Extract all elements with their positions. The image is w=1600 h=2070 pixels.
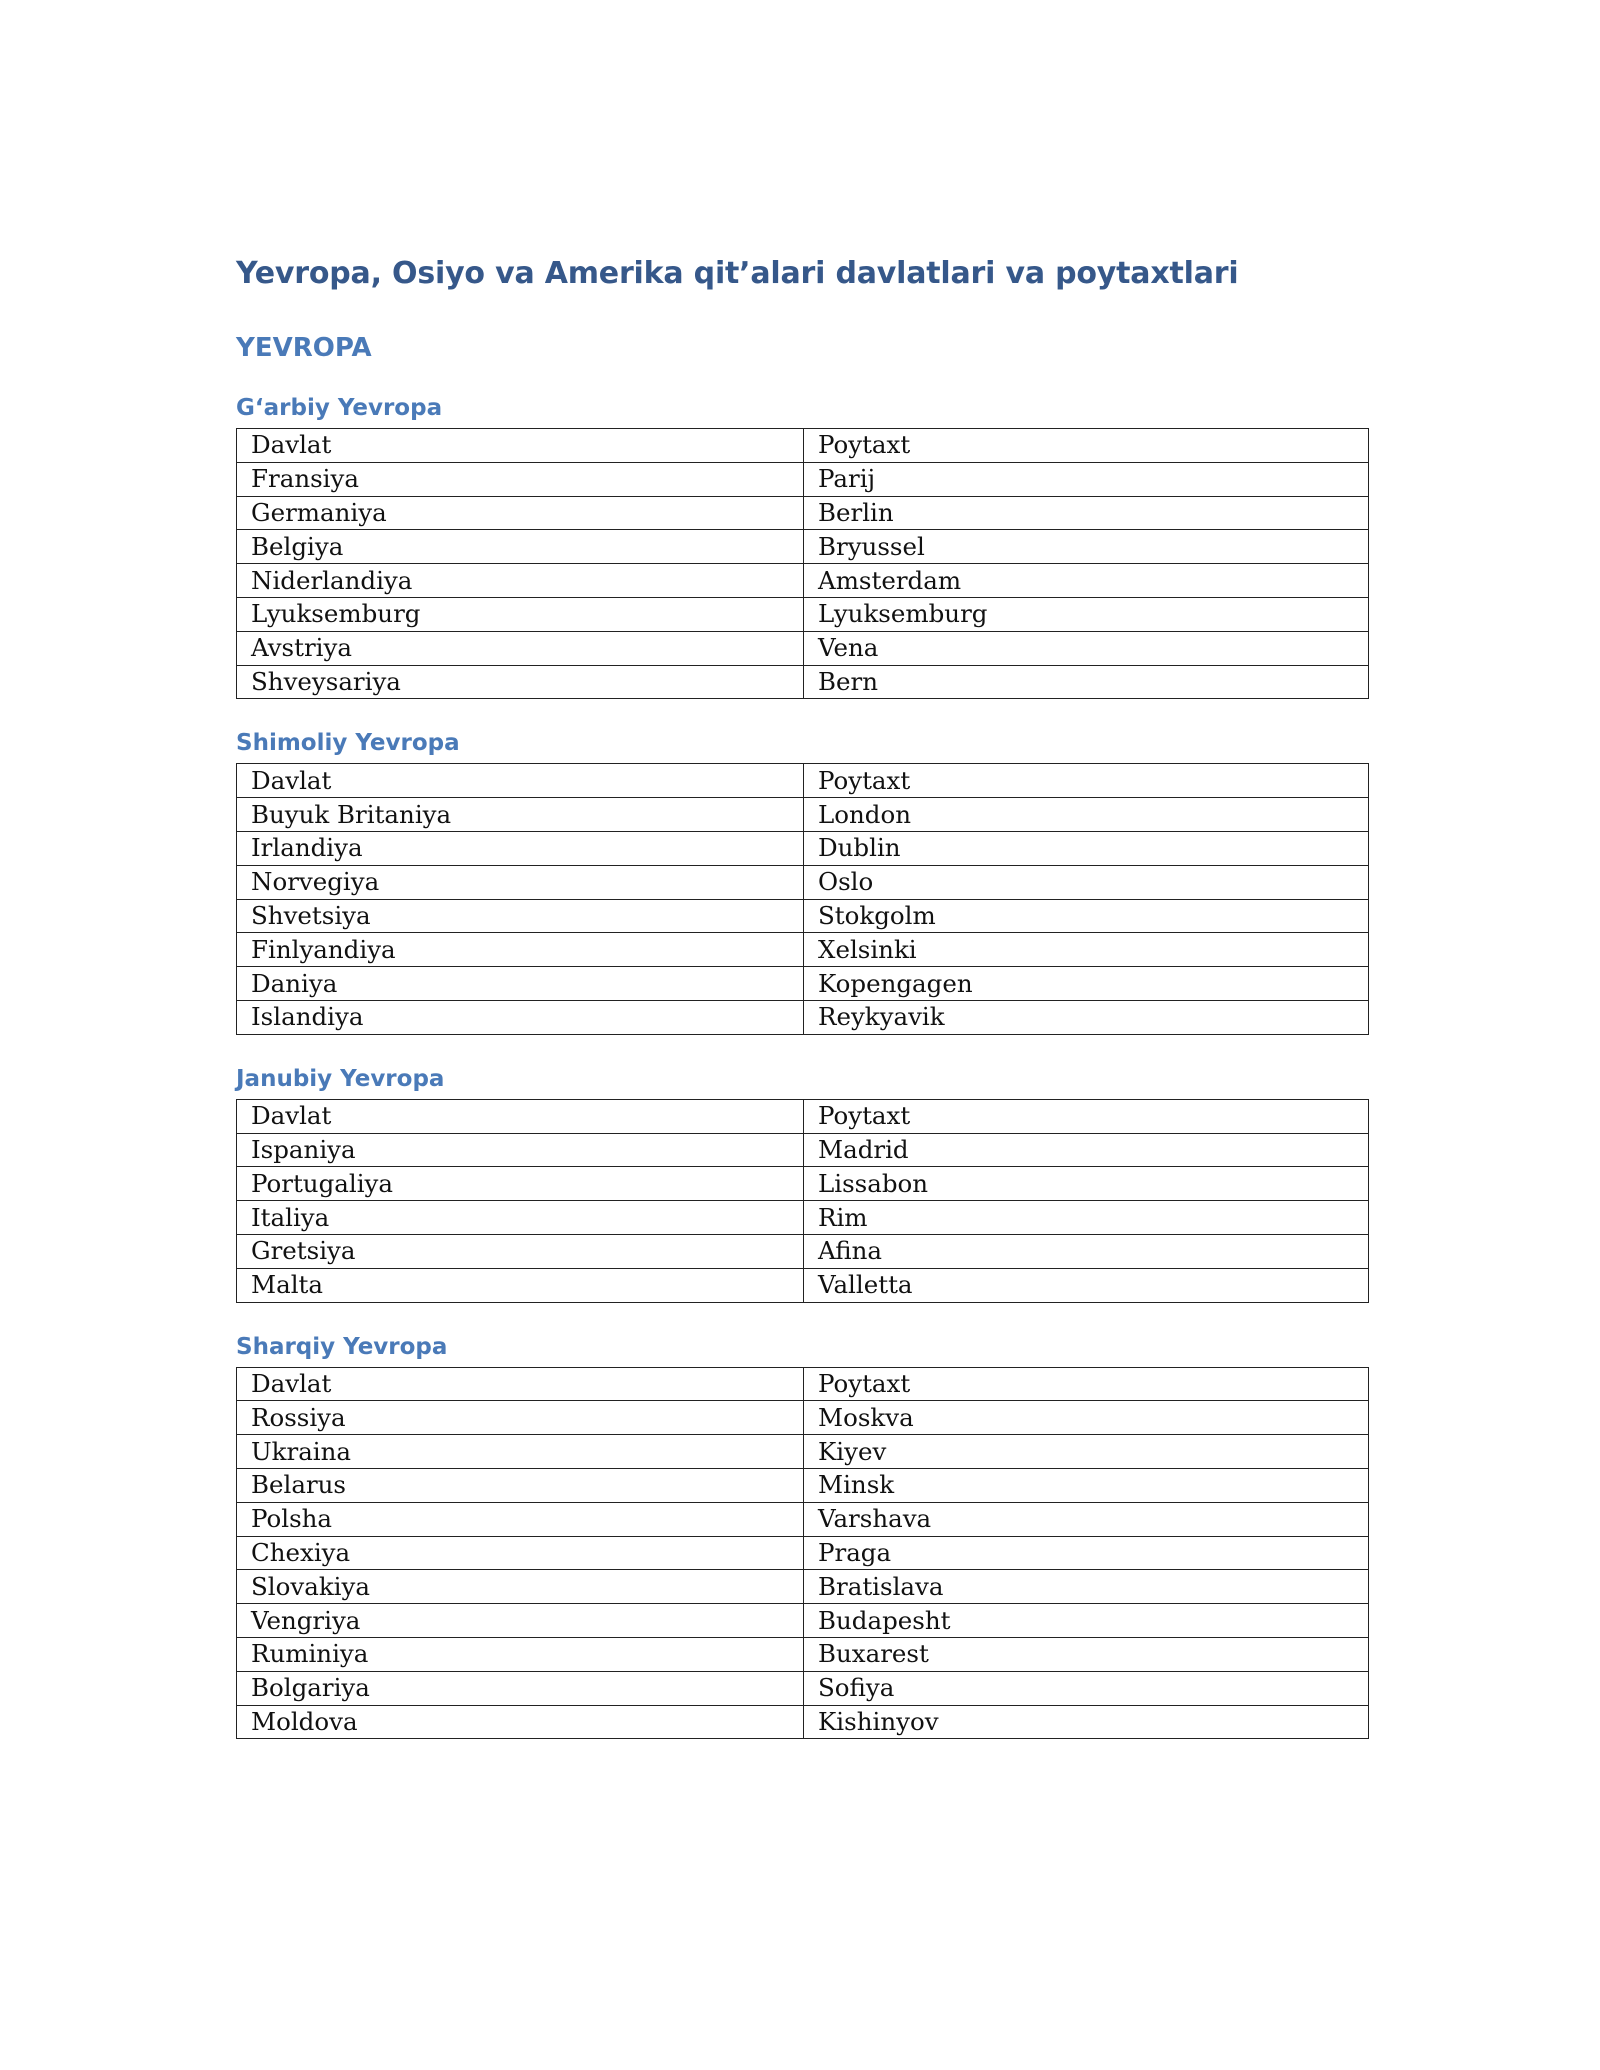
table-row — [237, 665, 1369, 699]
country-cell: Belarus — [237, 1468, 804, 1502]
capital-cell: Madrid — [804, 1133, 1369, 1167]
capital-cell: Kishinyov — [804, 1705, 1369, 1739]
table-header-row — [237, 764, 1369, 798]
table-row — [237, 1167, 1369, 1201]
table-row — [237, 530, 1369, 564]
capital-cell: Bryussel — [804, 530, 1369, 564]
table-row — [237, 1705, 1369, 1739]
country-group — [236, 1327, 1369, 1740]
table-row — [237, 831, 1369, 865]
capital-cell: Lyuksemburg — [804, 597, 1369, 631]
table-row — [237, 597, 1369, 631]
capital-cell: Bern — [804, 665, 1369, 699]
country-cell: Ukraina — [237, 1435, 804, 1469]
capital-cell: Reykyavik — [804, 1000, 1369, 1034]
capital-cell: Moskva — [804, 1401, 1369, 1435]
country-cell: Shvetsiya — [237, 899, 804, 933]
country-cell: Slovakiya — [237, 1570, 804, 1604]
table-row — [237, 1201, 1369, 1235]
capital-cell: Praga — [804, 1536, 1369, 1570]
header-capital-cell: Poytaxt — [804, 764, 1369, 798]
country-cell: Rossiya — [237, 1401, 804, 1435]
country-cell: Germaniya — [237, 496, 804, 530]
table-row — [237, 967, 1369, 1001]
table-row — [237, 1435, 1369, 1469]
capital-cell: Vena — [804, 631, 1369, 665]
country-cell: Buyuk Britaniya — [237, 798, 804, 832]
table-row — [237, 798, 1369, 832]
capital-cell: Sofiya — [804, 1671, 1369, 1705]
section-heading-europe: YEVROPA — [236, 333, 372, 363]
header-country-cell: Davlat — [237, 429, 804, 463]
country-cell: Moldova — [237, 1705, 804, 1739]
capital-cell: Lissabon — [804, 1167, 1369, 1201]
country-cell: Islandiya — [237, 1000, 804, 1034]
subsection-heading: Shimoliy Yevropa — [236, 730, 460, 757]
country-cell: Fransiya — [237, 462, 804, 496]
header-capital-cell: Poytaxt — [804, 1099, 1369, 1133]
table-row — [237, 564, 1369, 598]
capital-cell: Oslo — [804, 865, 1369, 899]
subsection-heading: Janubiy Yevropa — [236, 1065, 445, 1092]
table-row — [237, 1000, 1369, 1034]
table-row — [237, 1268, 1369, 1302]
country-cell: Gretsiya — [237, 1234, 804, 1268]
country-cell: Ispaniya — [237, 1133, 804, 1167]
capital-cell: Budapesht — [804, 1604, 1369, 1638]
capital-cell: Valletta — [804, 1268, 1369, 1302]
table-row — [237, 1570, 1369, 1604]
country-cell: Niderlandiya — [237, 564, 804, 598]
table-row — [237, 1604, 1369, 1638]
country-cell: Portugaliya — [237, 1167, 804, 1201]
table-header-row — [237, 1367, 1369, 1401]
capital-cell: London — [804, 798, 1369, 832]
header-country-cell: Davlat — [237, 764, 804, 798]
header-capital-cell: Poytaxt — [804, 1367, 1369, 1401]
subsection-heading: Sharqiy Yevropa — [236, 1333, 448, 1360]
table-row — [237, 462, 1369, 496]
capital-cell: Berlin — [804, 496, 1369, 530]
country-cell: Ruminiya — [237, 1637, 804, 1671]
header-country-cell: Davlat — [237, 1099, 804, 1133]
country-group — [236, 1059, 1369, 1303]
table-row — [237, 631, 1369, 665]
capital-cell: Minsk — [804, 1468, 1369, 1502]
country-cell: Finlyandiya — [237, 933, 804, 967]
document-page — [236, 250, 1369, 1739]
capital-cell: Bratislava — [804, 1570, 1369, 1604]
table-row — [237, 1133, 1369, 1167]
table-row — [237, 496, 1369, 530]
table-row — [237, 1468, 1369, 1502]
country-cell: Norvegiya — [237, 865, 804, 899]
capital-cell: Varshava — [804, 1502, 1369, 1536]
country-cell: Vengriya — [237, 1604, 804, 1638]
table-row — [237, 899, 1369, 933]
country-cell: Belgiya — [237, 530, 804, 564]
table-row — [237, 1637, 1369, 1671]
capitals-table — [236, 1099, 1369, 1303]
table-row — [237, 1401, 1369, 1435]
table-row — [237, 1671, 1369, 1705]
country-cell: Avstriya — [237, 631, 804, 665]
country-cell: Polsha — [237, 1502, 804, 1536]
country-groups — [236, 388, 1369, 1739]
country-cell: Chexiya — [237, 1536, 804, 1570]
country-cell: Italiya — [237, 1201, 804, 1235]
capitals-table — [236, 428, 1369, 699]
capital-cell: Buxarest — [804, 1637, 1369, 1671]
country-group — [236, 388, 1369, 699]
capital-cell: Parij — [804, 462, 1369, 496]
table-header-row — [237, 429, 1369, 463]
capital-cell: Xelsinki — [804, 933, 1369, 967]
capital-cell: Dublin — [804, 831, 1369, 865]
subsection-heading: G‘arbiy Yevropa — [236, 395, 443, 421]
country-cell: Lyuksemburg — [237, 597, 804, 631]
table-row — [237, 933, 1369, 967]
header-capital-cell: Poytaxt — [804, 429, 1369, 463]
capitals-table — [236, 1367, 1369, 1740]
capital-cell: Rim — [804, 1201, 1369, 1235]
table-header-row — [237, 1099, 1369, 1133]
header-country-cell: Davlat — [237, 1367, 804, 1401]
country-cell: Irlandiya — [237, 831, 804, 865]
table-row — [237, 1234, 1369, 1268]
capital-cell: Amsterdam — [804, 564, 1369, 598]
country-cell: Bolgariya — [237, 1671, 804, 1705]
country-cell: Shveysariya — [237, 665, 804, 699]
country-cell: Daniya — [237, 967, 804, 1001]
capitals-table — [236, 763, 1369, 1034]
country-cell: Malta — [237, 1268, 804, 1302]
table-row — [237, 865, 1369, 899]
document-title: Yevropa, Osiyo va Amerika qit’alari davlatlari va poytaxtlari — [236, 256, 1239, 291]
capital-cell: Stokgolm — [804, 899, 1369, 933]
capital-cell: Kopengagen — [804, 967, 1369, 1001]
capital-cell: Kiyev — [804, 1435, 1369, 1469]
table-row — [237, 1502, 1369, 1536]
country-group — [236, 723, 1369, 1034]
capital-cell: Afina — [804, 1234, 1369, 1268]
table-row — [237, 1536, 1369, 1570]
